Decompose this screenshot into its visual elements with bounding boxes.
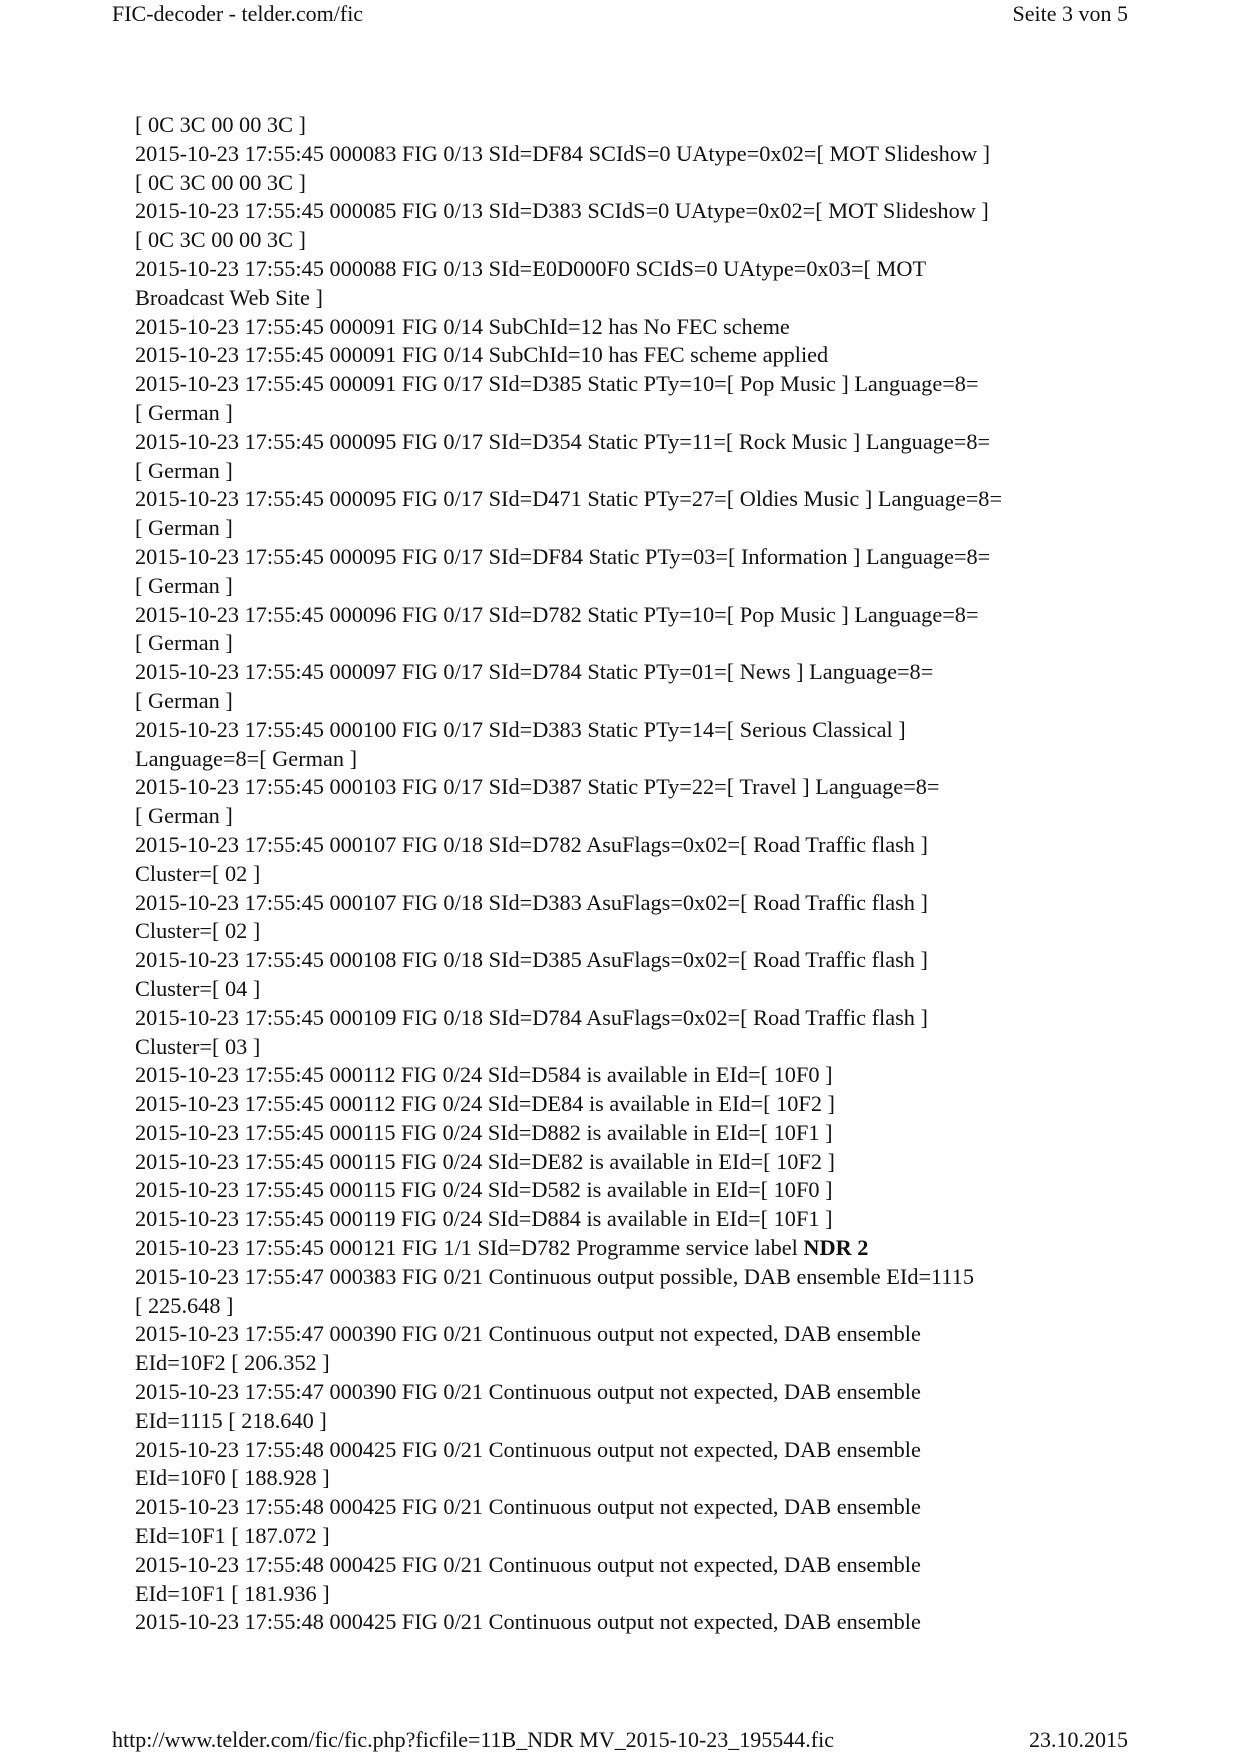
log-line-text: 2015-10-23 17:55:48 000425 FIG 0/21 Continuous output not expected, DAB ensemble (135, 1436, 921, 1462)
log-line (135, 226, 1120, 255)
log-line (135, 946, 1120, 975)
log-line-text: [ German ] (135, 399, 233, 425)
log-line (135, 975, 1120, 1004)
log-line (135, 341, 1120, 370)
log-line (135, 1407, 1120, 1436)
log-line-text: 2015-10-23 17:55:45 000085 FIG 0/13 SId=D383 SCIdS=0 UAtype=0x02=[ MOT Slideshow ] (135, 198, 989, 224)
log-line-text: 2015-10-23 17:55:45 000121 FIG 1/1 SId=D782 Programme service label (135, 1235, 804, 1261)
log-line (135, 572, 1120, 601)
log-line-text: 2015-10-23 17:55:47 000390 FIG 0/21 Continuous output not expected, DAB ensemble (135, 1321, 921, 1347)
log-line (135, 1090, 1120, 1119)
log-line (135, 889, 1120, 918)
log-line-text: [ 0C 3C 00 00 3C ] (135, 169, 306, 195)
log-line-text: Broadcast Web Site ] (135, 284, 323, 310)
log-line-text: [ German ] (135, 457, 233, 483)
log-line-text: Cluster=[ 02 ] (135, 860, 261, 886)
log-line-text: EId=1115 [ 218.640 ] (135, 1407, 327, 1433)
log-line-text: 2015-10-23 17:55:45 000096 FIG 0/17 SId=D782 Static PTy=10=[ Pop Music ] Language=8= (135, 601, 979, 627)
log-line (135, 917, 1120, 946)
log-line-text: 2015-10-23 17:55:45 000107 FIG 0/18 SId=D383 AsuFlags=0x02=[ Road Traffic flash ] (135, 889, 928, 915)
log-line-text: [ 225.648 ] (135, 1292, 234, 1318)
log-line-text: [ German ] (135, 630, 233, 656)
log-line (135, 1263, 1120, 1292)
log-line (135, 1061, 1120, 1090)
log-line (135, 831, 1120, 860)
log-line-text: 2015-10-23 17:55:45 000115 FIG 0/24 SId=DE82 is available in EId=[ 10F2 ] (135, 1148, 835, 1174)
log-line-text: 2015-10-23 17:55:45 000112 FIG 0/24 SId=D584 is available in EId=[ 10F0 ] (135, 1062, 833, 1088)
log-line (135, 773, 1120, 802)
log-line-text: 2015-10-23 17:55:45 000095 FIG 0/17 SId=D354 Static PTy=11=[ Rock Music ] Language=8= (135, 428, 991, 454)
log-line-text: Language=8=[ German ] (135, 745, 358, 771)
log-line-text: Cluster=[ 02 ] (135, 918, 261, 944)
log-line-text: 2015-10-23 17:55:45 000091 FIG 0/14 SubChId=12 has No FEC scheme (135, 313, 790, 339)
log-line (135, 1148, 1120, 1177)
log-line (135, 629, 1120, 658)
log-line (135, 284, 1120, 313)
log-line (135, 370, 1120, 399)
log-line (135, 313, 1120, 342)
log-line (135, 860, 1120, 889)
log-line-text: 2015-10-23 17:55:45 000095 FIG 0/17 SId=DF84 Static PTy=03=[ Information ] Language=8= (135, 543, 991, 569)
log-line-text: 2015-10-23 17:55:48 000425 FIG 0/21 Continuous output not expected, DAB ensemble (135, 1494, 921, 1520)
footer-url: http://www.telder.com/fic/fic.php?ficfile=11B_NDR MV_2015-10-23_195544.fic (112, 1727, 834, 1752)
log-line-text: 2015-10-23 17:55:45 000107 FIG 0/18 SId=D782 AsuFlags=0x02=[ Road Traffic flash ] (135, 831, 928, 857)
log-line-text: 2015-10-23 17:55:47 000383 FIG 0/21 Continuous output possible, DAB ensemble EId=1115 (135, 1263, 974, 1289)
footer-date: 23.10.2015 (1029, 1727, 1128, 1752)
log-line-text: 2015-10-23 17:55:45 000115 FIG 0/24 SId=D882 is available in EId=[ 10F1 ] (135, 1119, 833, 1145)
service-label-bold: NDR 2 (803, 1235, 869, 1261)
log-line (135, 1493, 1120, 1522)
log-line (135, 1119, 1120, 1148)
log-line (135, 1320, 1120, 1349)
log-line (135, 140, 1120, 169)
log-line-text: 2015-10-23 17:55:45 000108 FIG 0/18 SId=D385 AsuFlags=0x02=[ Road Traffic flash ] (135, 947, 928, 973)
log-line (135, 255, 1120, 284)
log-line-text: 2015-10-23 17:55:45 000083 FIG 0/13 SId=DF84 SCIdS=0 UAtype=0x02=[ MOT Slideshow ] (135, 140, 991, 166)
log-line (135, 802, 1120, 831)
log-line (135, 745, 1120, 774)
fic-log-list (135, 111, 1120, 1637)
log-line (135, 1378, 1120, 1407)
log-line (135, 1176, 1120, 1205)
page-header-title: FIC-decoder - telder.com/fic (112, 1, 364, 26)
log-line (135, 485, 1120, 514)
log-line (135, 197, 1120, 226)
log-line-text: 2015-10-23 17:55:45 000091 FIG 0/17 SId=D385 Static PTy=10=[ Pop Music ] Language=8= (135, 371, 979, 397)
log-line (135, 687, 1120, 716)
log-line (135, 601, 1120, 630)
log-line-text: [ German ] (135, 572, 233, 598)
log-line-text: 2015-10-23 17:55:45 000088 FIG 0/13 SId=E0D000F0 SCIdS=0 UAtype=0x03=[ MOT (135, 255, 927, 281)
log-line-text: Cluster=[ 03 ] (135, 1033, 261, 1059)
log-line (135, 658, 1120, 687)
log-line (135, 1608, 1120, 1637)
log-line-text: 2015-10-23 17:55:45 000115 FIG 0/24 SId=D582 is available in EId=[ 10F0 ] (135, 1177, 833, 1203)
log-line (135, 1234, 1120, 1263)
log-line (135, 428, 1120, 457)
log-line-text: EId=10F1 [ 187.072 ] (135, 1523, 330, 1549)
log-line-text: EId=10F1 [ 181.936 ] (135, 1580, 330, 1606)
log-line-text: 2015-10-23 17:55:47 000390 FIG 0/21 Continuous output not expected, DAB ensemble (135, 1379, 921, 1405)
log-line-text: 2015-10-23 17:55:45 000091 FIG 0/14 SubChId=10 has FEC scheme applied (135, 342, 829, 368)
log-line-text: 2015-10-23 17:55:45 000109 FIG 0/18 SId=D784 AsuFlags=0x02=[ Road Traffic flash ] (135, 1004, 928, 1030)
log-line-text: Cluster=[ 04 ] (135, 975, 261, 1001)
log-line-text: 2015-10-23 17:55:48 000425 FIG 0/21 Continuous output not expected, DAB ensemble (135, 1609, 921, 1635)
log-line-text: [ German ] (135, 687, 233, 713)
log-line-text: [ German ] (135, 515, 233, 541)
log-line-text: EId=10F0 [ 188.928 ] (135, 1465, 330, 1491)
page-number: Seite 3 von 5 (1012, 1, 1128, 26)
log-line (135, 1349, 1120, 1378)
log-line-text: 2015-10-23 17:55:45 000103 FIG 0/17 SId=D387 Static PTy=22=[ Travel ] Language=8= (135, 774, 940, 800)
log-line (135, 543, 1120, 572)
log-line (135, 1522, 1120, 1551)
log-line (135, 1551, 1120, 1580)
log-line (135, 457, 1120, 486)
log-line (135, 169, 1120, 198)
log-line-text: 2015-10-23 17:55:45 000097 FIG 0/17 SId=D784 Static PTy=01=[ News ] Language=8= (135, 659, 934, 685)
log-line (135, 1033, 1120, 1062)
log-line (135, 399, 1120, 428)
log-line (135, 514, 1120, 543)
log-line-text: 2015-10-23 17:55:45 000095 FIG 0/17 SId=D471 Static PTy=27=[ Oldies Music ] Language=8= (135, 486, 1003, 512)
log-line-text: 2015-10-23 17:55:45 000119 FIG 0/24 SId=D884 is available in EId=[ 10F1 ] (135, 1206, 833, 1232)
log-line-text: [ 0C 3C 00 00 3C ] (135, 112, 306, 137)
log-line-text: [ 0C 3C 00 00 3C ] (135, 227, 306, 253)
log-line-text: [ German ] (135, 803, 233, 829)
log-line (135, 1464, 1120, 1493)
log-line (135, 1292, 1120, 1321)
log-line (135, 1436, 1120, 1465)
log-line (135, 111, 1120, 140)
log-line-text: EId=10F2 [ 206.352 ] (135, 1350, 330, 1376)
log-line (135, 1580, 1120, 1609)
log-line (135, 1004, 1120, 1033)
log-line-text: 2015-10-23 17:55:45 000100 FIG 0/17 SId=D383 Static PTy=14=[ Serious Classical ] (135, 716, 906, 742)
log-line (135, 1205, 1120, 1234)
log-line (135, 716, 1120, 745)
log-line-text: 2015-10-23 17:55:45 000112 FIG 0/24 SId=DE84 is available in EId=[ 10F2 ] (135, 1091, 835, 1117)
log-line-text: 2015-10-23 17:55:48 000425 FIG 0/21 Continuous output not expected, DAB ensemble (135, 1551, 921, 1577)
